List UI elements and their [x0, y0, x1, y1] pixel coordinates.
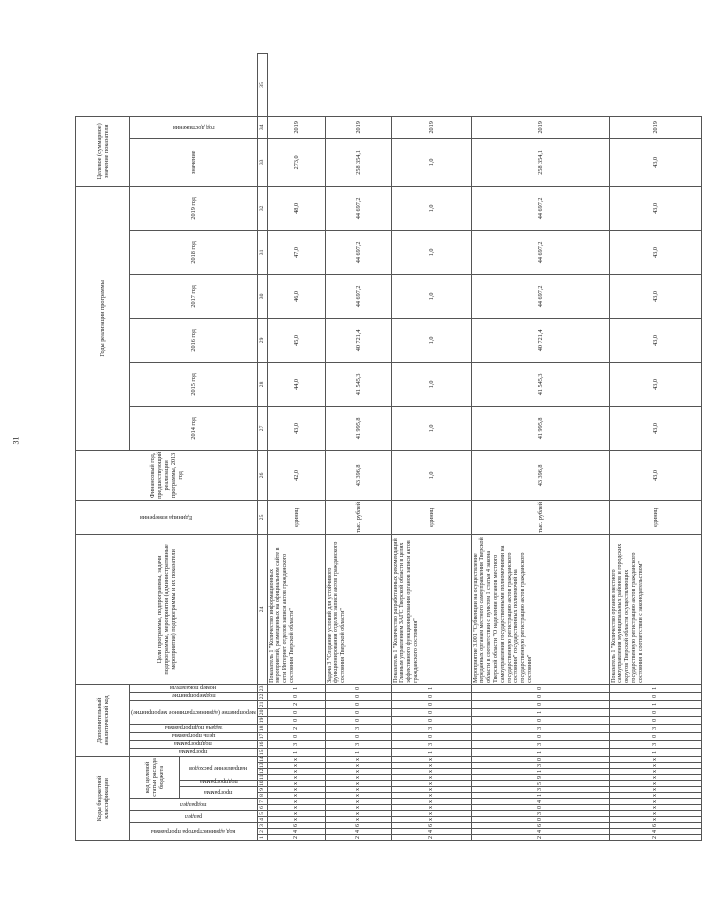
column-number: 24 [257, 534, 267, 684]
code-digit: х [609, 787, 701, 793]
header-program: программа [130, 748, 258, 756]
column-number: 27 [257, 406, 267, 450]
column-number: 3 [257, 823, 267, 829]
code-digit: 0 [471, 684, 609, 692]
row-year-value: 40 721,4 [325, 318, 391, 362]
code-digit: х [325, 769, 391, 775]
column-number: 35 [257, 54, 267, 117]
code-digit: 1 [391, 748, 471, 756]
code-digit: 0 [325, 732, 391, 740]
column-number: 6 [257, 805, 267, 811]
code-digit: х [325, 817, 391, 823]
column-number: 5 [257, 811, 267, 817]
code-digit: х [391, 787, 471, 793]
code-digit: 0 [391, 716, 471, 724]
code-digit: 3 [471, 787, 609, 793]
code-digit: 1 [609, 684, 701, 692]
code-digit: 0 [609, 716, 701, 724]
row-year-value: 43,0 [609, 362, 701, 406]
code-digit: 1 [391, 684, 471, 692]
header-value: значение [130, 138, 258, 186]
code-digit: х [609, 793, 701, 799]
code-digit: х [267, 775, 325, 781]
code-digit: х [325, 775, 391, 781]
row-target-year: 2019 [391, 116, 471, 138]
code-digit: х [325, 781, 391, 787]
header-extra-code-group: Дополнительный аналитический код [76, 684, 130, 756]
row-year-value: 41 545,3 [325, 362, 391, 406]
row-year-value: 40 721,4 [471, 318, 609, 362]
code-digit: х [391, 805, 471, 811]
row-year-value: 1,0 [391, 186, 471, 230]
code-digit: х [609, 775, 701, 781]
column-number: 4 [257, 817, 267, 823]
code-digit: 5 [471, 781, 609, 787]
row-target-value: 258 354,1 [325, 138, 391, 186]
code-digit: х [325, 787, 391, 793]
header-target: код целевой статьи расхода бюджета [130, 756, 180, 798]
column-number: 14 [257, 756, 267, 762]
header-target-subprogram: подпрограмма [180, 781, 257, 787]
code-digit: 4 [325, 829, 391, 835]
header-target-program: программа [180, 787, 257, 799]
code-digit: 0 [609, 732, 701, 740]
column-number: 29 [257, 318, 267, 362]
row-base-value: 43 396,8 [325, 450, 391, 500]
column-number: 25 [257, 500, 267, 534]
code-digit: х [609, 799, 701, 805]
row-year-value: 44 697,2 [471, 274, 609, 318]
code-digit: 0 [471, 756, 609, 762]
row-target-year: 2019 [471, 116, 609, 138]
code-digit: 3 [609, 724, 701, 732]
header-fin-prev: Финансовый год, предшествующий реализации программы, 2013 год [76, 450, 258, 500]
header-indicator-no: номер показателя [130, 684, 258, 692]
code-digit: х [267, 756, 325, 762]
code-digit: 2 [609, 835, 701, 841]
code-digit: 2 [267, 700, 325, 708]
column-number: 16 [257, 740, 267, 748]
code-digit: 3 [325, 740, 391, 748]
row-year-value: 44,0 [267, 362, 325, 406]
code-digit: х [325, 793, 391, 799]
code-digit: х [609, 811, 701, 817]
column-number: 21 [257, 700, 267, 708]
code-digit: х [391, 763, 471, 769]
row-unit: единиц [609, 500, 701, 534]
code-digit: х [267, 805, 325, 811]
code-digit: х [267, 799, 325, 805]
row-year-value: 44 697,2 [325, 186, 391, 230]
code-digit: х [391, 799, 471, 805]
row-text: Показатель 1 "Количество разработанных рекомендаций Главным управлением ЗАГС Тверской области в целях эффективного функционирования органов записи актов гражданского состояния" [391, 534, 471, 684]
header-subsection: подраздел [130, 799, 258, 811]
row-year-value: 47,0 [267, 230, 325, 274]
row-target-year: 2019 [325, 116, 391, 138]
code-digit: 2 [325, 835, 391, 841]
row-year-value: 1,0 [391, 318, 471, 362]
code-digit: х [391, 769, 471, 775]
code-digit: 2 [391, 835, 471, 841]
header-goals: Цели программы, подпрограммы, задачи подпрограммы, мероприятия (административные мероприятия) подпрограммы и их показатели [76, 534, 258, 684]
header-target-group: Целевое (суммарное) значение показателя [76, 116, 130, 186]
code-digit: 0 [325, 708, 391, 716]
code-digit: х [267, 787, 325, 793]
column-number: 7 [257, 799, 267, 805]
header-year-2019: 2019 год [130, 186, 258, 230]
row-year-value: 43,0 [609, 186, 701, 230]
column-number: 19 [257, 716, 267, 724]
row-target-year: 2019 [267, 116, 325, 138]
code-digit: 0 [267, 732, 325, 740]
column-number: 18 [257, 724, 267, 732]
code-digit: 0 [471, 732, 609, 740]
row-year-value: 41 995,8 [471, 406, 609, 450]
code-digit: 1 [471, 769, 609, 775]
code-digit: 9 [471, 775, 609, 781]
row-text: Задача 3 "Создание условий для устойчивого функционирования отделов записи актов гражданского состояния Тверской области" [325, 534, 391, 684]
header-kbk-group: Коды бюджетной классификации [76, 756, 130, 840]
code-digit: 1 [471, 748, 609, 756]
row-year-value: 41 545,3 [471, 362, 609, 406]
column-number: 23 [257, 684, 267, 692]
code-digit: 4 [471, 799, 609, 805]
code-digit: 0 [471, 716, 609, 724]
code-digit: 0 [391, 692, 471, 700]
table-row [325, 54, 391, 841]
header-section: раздел [130, 811, 258, 823]
header-subprogram: подпрограмма [130, 740, 258, 748]
code-digit: 1 [609, 748, 701, 756]
code-digit: х [267, 811, 325, 817]
header-year-2018: 2018 год [130, 230, 258, 274]
header-measure: мероприятие (административное мероприятие) [130, 700, 258, 724]
code-digit: 0 [609, 692, 701, 700]
code-digit: 0 [267, 716, 325, 724]
header-target-direction: направление расходов [180, 756, 257, 780]
code-digit: 3 [471, 811, 609, 817]
row-year-value: 1,0 [391, 406, 471, 450]
column-number: 2 [257, 829, 267, 835]
code-digit: 0 [391, 708, 471, 716]
code-digit: 6 [471, 823, 609, 829]
row-unit: тыс. рублей [471, 500, 609, 534]
header-submeasure: подмероприятие [130, 692, 258, 700]
code-digit: 3 [609, 740, 701, 748]
page-number: 31 [11, 436, 21, 445]
row-year-value: 43,0 [267, 406, 325, 450]
header-year-2015: 2015 год [130, 362, 258, 406]
row-target-year: 2019 [609, 116, 701, 138]
code-digit: 0 [391, 732, 471, 740]
row-base-value: 1,0 [391, 450, 471, 500]
code-digit: 3 [391, 724, 471, 732]
row-year-value: 48,0 [267, 186, 325, 230]
column-number: 20 [257, 708, 267, 716]
row-year-value: 46,0 [267, 274, 325, 318]
row-year-value: 45,0 [267, 318, 325, 362]
row-year-value: 43,0 [609, 318, 701, 362]
code-digit: х [325, 763, 391, 769]
column-number: 28 [257, 362, 267, 406]
column-number: 17 [257, 732, 267, 740]
code-digit: х [391, 756, 471, 762]
row-text: Показатель 1 "Количество органов местного самоуправления муниципальных районов и городских округов Тверской области осуществляющих государственную регистрацию актов гражданского состояния в соответствии с законодательством" [609, 534, 701, 684]
code-digit: 0 [471, 817, 609, 823]
row-target-value: 43,0 [609, 138, 701, 186]
row-unit: единиц [391, 500, 471, 534]
code-digit: 1 [609, 700, 701, 708]
column-number: 26 [257, 450, 267, 500]
row-base-value: 43 396,8 [471, 450, 609, 500]
code-digit: 3 [267, 740, 325, 748]
row-target-value: 258 354,1 [471, 138, 609, 186]
code-digit: 0 [609, 708, 701, 716]
column-number: 1 [257, 835, 267, 841]
code-digit: х [325, 811, 391, 817]
code-digit: х [391, 781, 471, 787]
row-year-value: 44 697,2 [325, 230, 391, 274]
column-number: 9 [257, 787, 267, 793]
row-year-value: 1,0 [391, 230, 471, 274]
code-digit: 6 [267, 823, 325, 829]
code-digit: 4 [391, 829, 471, 835]
row-base-value: 43,0 [609, 450, 701, 500]
column-number: 10 [257, 781, 267, 787]
header-admin: код администратора программы [130, 823, 258, 841]
code-digit: х [391, 775, 471, 781]
code-digit: х [391, 793, 471, 799]
header-years-group: Годы реализации программы [76, 186, 130, 450]
code-digit: 3 [325, 724, 391, 732]
code-digit: 4 [609, 829, 701, 835]
code-digit: 1 [325, 748, 391, 756]
row-base-value: 42,0 [267, 450, 325, 500]
column-number: 13 [257, 763, 267, 769]
code-digit: 1 [471, 793, 609, 799]
code-digit: 3 [471, 724, 609, 732]
code-digit: 3 [471, 763, 609, 769]
code-digit: х [267, 793, 325, 799]
code-digit: х [267, 769, 325, 775]
header-task: задача подпрограммы [130, 724, 258, 732]
column-number: 15 [257, 748, 267, 756]
code-digit: х [391, 817, 471, 823]
row-year-value: 1,0 [391, 274, 471, 318]
code-digit: 4 [471, 829, 609, 835]
column-number: 11 [257, 775, 267, 781]
code-digit: 2 [471, 835, 609, 841]
row-year-value: 44 697,2 [471, 186, 609, 230]
code-digit: х [267, 817, 325, 823]
column-number: 8 [257, 793, 267, 799]
code-digit: х [325, 799, 391, 805]
row-text: Мероприятие 3.001 "Субвенции на осуществление переданных органам местного самоуправления Тверской области в соответствии с пунктом 1 статьи 4 закона Тверской области "О наделении органов местного самоуправления государственными полномочиями на государственную регистрацию актов гражданского состояния" государственных полномочий на государственную регистрацию актов гражданского состояния" [471, 534, 609, 684]
code-digit: 0 [391, 700, 471, 708]
code-digit: 4 [267, 829, 325, 835]
code-digit: 6 [391, 823, 471, 829]
row-year-value: 1,0 [391, 362, 471, 406]
code-digit: 0 [267, 708, 325, 716]
table-row [391, 54, 471, 841]
table-row [471, 54, 609, 841]
column-number: 33 [257, 138, 267, 186]
code-digit: х [267, 763, 325, 769]
row-year-value: 43,0 [609, 406, 701, 450]
column-number: 22 [257, 692, 267, 700]
program-indicators-table [75, 53, 702, 841]
header-year-reach: год достижения [130, 116, 258, 138]
row-unit: тыс. рублей [325, 500, 391, 534]
column-number: 34 [257, 116, 267, 138]
code-digit: 1 [267, 684, 325, 692]
row-year-value: 43,0 [609, 274, 701, 318]
row-year-value: 43,0 [609, 230, 701, 274]
row-unit: единиц [267, 500, 325, 534]
row-target-value: 273,0 [267, 138, 325, 186]
header-year-2016: 2016 год [130, 318, 258, 362]
column-number: 30 [257, 274, 267, 318]
code-digit: х [325, 805, 391, 811]
code-digit: 6 [325, 823, 391, 829]
code-digit: 0 [471, 805, 609, 811]
column-number: 31 [257, 230, 267, 274]
column-number: 32 [257, 186, 267, 230]
code-digit: х [325, 756, 391, 762]
header-year-2014: 2014 год [130, 406, 258, 450]
column-number: 12 [257, 769, 267, 775]
code-digit: х [391, 811, 471, 817]
column-numbers-row [257, 54, 267, 841]
header-unit: Единица измерения [76, 500, 258, 534]
row-year-value: 44 697,2 [471, 230, 609, 274]
header-goal: цель программы [130, 732, 258, 740]
code-digit: 6 [609, 823, 701, 829]
code-digit: х [609, 817, 701, 823]
code-digit: 3 [471, 740, 609, 748]
code-digit: 0 [471, 692, 609, 700]
code-digit: 2 [267, 835, 325, 841]
code-digit: 0 [325, 684, 391, 692]
code-digit: 0 [325, 692, 391, 700]
code-digit: х [267, 781, 325, 787]
row-year-value: 44 697,2 [325, 274, 391, 318]
code-digit: 1 [267, 748, 325, 756]
code-digit: х [609, 781, 701, 787]
table-row [267, 54, 325, 841]
code-digit: 1 [471, 708, 609, 716]
code-digit: х [609, 763, 701, 769]
code-digit: х [609, 769, 701, 775]
table-row [609, 54, 701, 841]
code-digit: х [609, 756, 701, 762]
code-digit: 3 [391, 740, 471, 748]
code-digit: 0 [267, 692, 325, 700]
code-digit: х [609, 805, 701, 811]
code-digit: 0 [471, 700, 609, 708]
row-text: Показатель 1 "Количество информационных мероприятий, размещенных на официальном сайте в сети Интернет отделов записи актов гражданского состояния Тверской области" [267, 534, 325, 684]
row-year-value: 41 995,8 [325, 406, 391, 450]
header-year-2017: 2017 год [130, 274, 258, 318]
code-digit: 0 [325, 716, 391, 724]
code-digit: 0 [325, 700, 391, 708]
program-table-sheet [75, 53, 659, 841]
row-target-value: 1,0 [391, 138, 471, 186]
code-digit: 2 [267, 724, 325, 732]
